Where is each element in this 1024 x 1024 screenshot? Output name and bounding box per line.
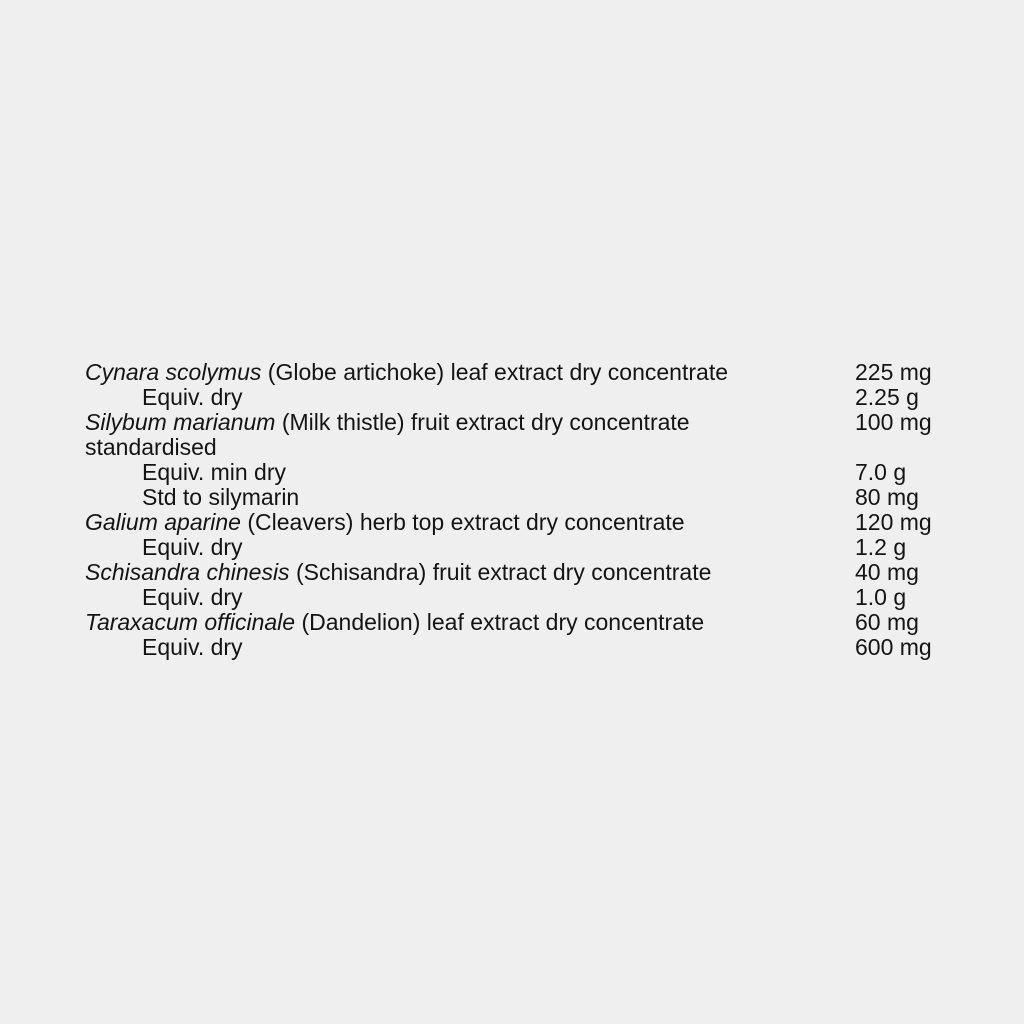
ingredients-list [85, 360, 965, 660]
ingredient-amount: 100 mg [855, 409, 932, 435]
ingredient-amount: 60 mg [855, 609, 919, 635]
ingredient-continuation-row [85, 435, 965, 460]
ingredient-description: (Cleavers) herb top extract dry concentrate [240, 509, 685, 535]
ingredient-description: (Schisandra) fruit extract dry concentrate [289, 559, 712, 585]
ingredient-sub-row [85, 385, 965, 410]
ingredient-sub-row [85, 635, 965, 660]
ingredient-name [85, 410, 690, 435]
ingredient-name [85, 360, 728, 385]
sub-label: Equiv. min dry [142, 459, 287, 485]
ingredient-row [85, 410, 965, 435]
sub-amount: 80 mg [855, 484, 919, 510]
ingredient-row [85, 510, 965, 535]
ingredient-row [85, 610, 965, 635]
sub-amount: 600 mg [855, 634, 932, 660]
ingredient-latin-name: Schisandra chinesis [85, 559, 290, 585]
ingredient-description: (Dandelion) leaf extract dry concentrate [295, 609, 705, 635]
ingredient-name [85, 510, 685, 535]
sub-amount: 7.0 g [855, 459, 907, 485]
ingredient-sub-row [85, 585, 965, 610]
sub-label: Equiv. dry [142, 634, 243, 660]
ingredient-description: (Globe artichoke) leaf extract dry concentrate [261, 359, 728, 385]
sub-label: Equiv. dry [142, 534, 243, 560]
ingredient-latin-name: Taraxacum officinale [85, 609, 296, 635]
ingredient-continuation: standardised [85, 434, 217, 460]
ingredient-amount: 120 mg [855, 509, 932, 535]
ingredient-description: (Milk thistle) fruit extract dry concentrate [275, 409, 690, 435]
ingredient-sub-row [85, 460, 965, 485]
ingredient-latin-name: Cynara scolymus [85, 359, 262, 385]
ingredient-amount: 225 mg [855, 359, 932, 385]
sub-amount: 1.2 g [855, 534, 907, 560]
ingredient-row [85, 560, 965, 585]
ingredient-latin-name: Silybum marianum [85, 409, 276, 435]
sub-label: Equiv. dry [142, 384, 243, 410]
sub-amount: 1.0 g [855, 584, 907, 610]
ingredient-row [85, 360, 965, 385]
ingredient-sub-row [85, 485, 965, 510]
sub-label: Std to silymarin [142, 484, 300, 510]
ingredient-sub-row [85, 535, 965, 560]
ingredient-latin-name: Galium aparine [85, 509, 241, 535]
ingredient-name [85, 560, 711, 585]
ingredient-amount: 40 mg [855, 559, 919, 585]
ingredient-name [85, 610, 704, 635]
sub-amount: 2.25 g [855, 384, 919, 410]
sub-label: Equiv. dry [142, 584, 243, 610]
